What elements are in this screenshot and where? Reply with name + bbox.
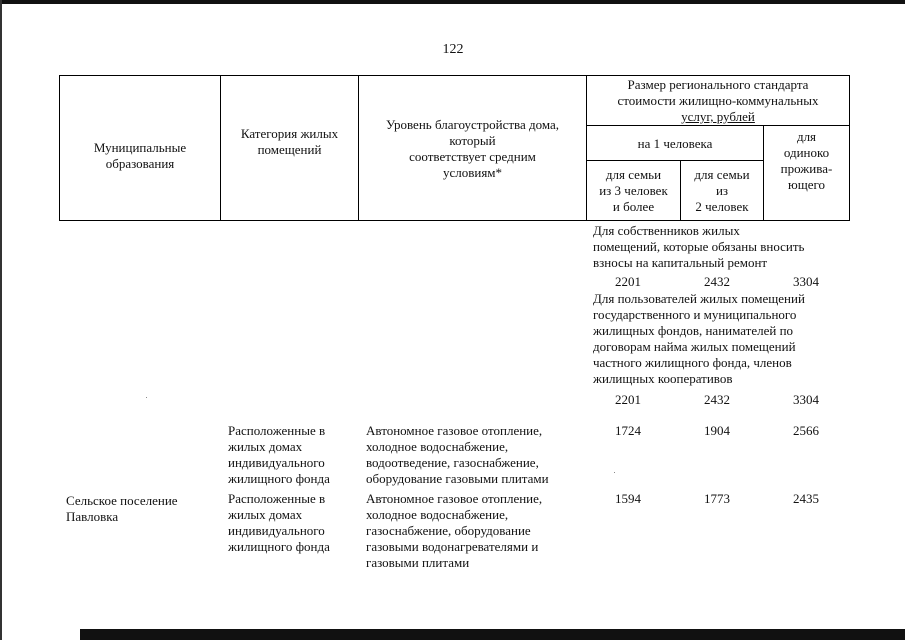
header-standard: Размер регионального стандарта стоимости жилищно-коммунальных услуг, рублей (617, 77, 819, 124)
scan-border-left (0, 0, 2, 640)
users-value-family2: 2432 (704, 392, 730, 407)
row2-category: Расположенные в жилых домах индивидуального жилищного фонда (228, 491, 330, 554)
header-level: Уровень благоустройства дома, который соответствует средним условиям* (385, 117, 560, 180)
row2-value-family3: 1594 (615, 491, 641, 506)
header-single: для одиноко прожива- ющего (780, 129, 833, 192)
users-value-single: 3304 (793, 392, 819, 407)
grid-right-line (849, 75, 850, 221)
row1-value-family3: 1724 (615, 423, 641, 438)
header-family3: для семьи из 3 человек и более (599, 167, 668, 214)
header-per-person: на 1 человека (637, 136, 713, 151)
row2-level: Автономное газовое отопление, холодное водоснабжение, газоснабжение, оборудование газовыми водонагревателями и газовыми плитами (366, 491, 543, 570)
users-note: Для пользователей жилых помещений государственного и муниципального жилищных фондов, нанимателей по договорам найма жилых помещений частного жилищного фонда, членов жилищных кооперативов (593, 291, 805, 386)
row2-value-single: 2435 (793, 491, 819, 506)
owners-value-family3: 2201 (615, 274, 641, 289)
row1-value-family2: 1904 (704, 423, 730, 438)
header-municipal: Муниципальные образования (93, 140, 187, 171)
owners-value-family2: 2432 (704, 274, 730, 289)
scan-border-top (0, 0, 905, 4)
grid-bottom-line (59, 220, 850, 221)
scan-border-bottom (80, 629, 905, 640)
grid-top-line (59, 75, 850, 76)
page-number: 122 (442, 42, 464, 57)
scan-speck (614, 472, 615, 473)
row1-category: Расположенные в жилых домах индивидуального жилищного фонда (228, 423, 330, 486)
header-family2: для семьи из 2 человек (694, 167, 750, 214)
row1-level: Автономное газовое отопление, холодное водоснабжение, водоотведение, газоснабжение, оборудование газовыми плитами (366, 423, 549, 486)
municipality-name: Сельское поселение Павловка (66, 493, 178, 524)
header-category: Категория жилых помещений (240, 126, 339, 157)
grid-sub-line-2 (586, 160, 763, 161)
owners-note: Для собственников жилых помещений, которые обязаны вносить взносы на капитальный ремонт (593, 223, 805, 270)
grid-sub-line (586, 125, 850, 126)
row2-value-family2: 1773 (704, 491, 730, 506)
row1-value-single: 2566 (793, 423, 819, 438)
scan-speck (146, 397, 147, 398)
owners-value-single: 3304 (793, 274, 819, 289)
users-value-family3: 2201 (615, 392, 641, 407)
